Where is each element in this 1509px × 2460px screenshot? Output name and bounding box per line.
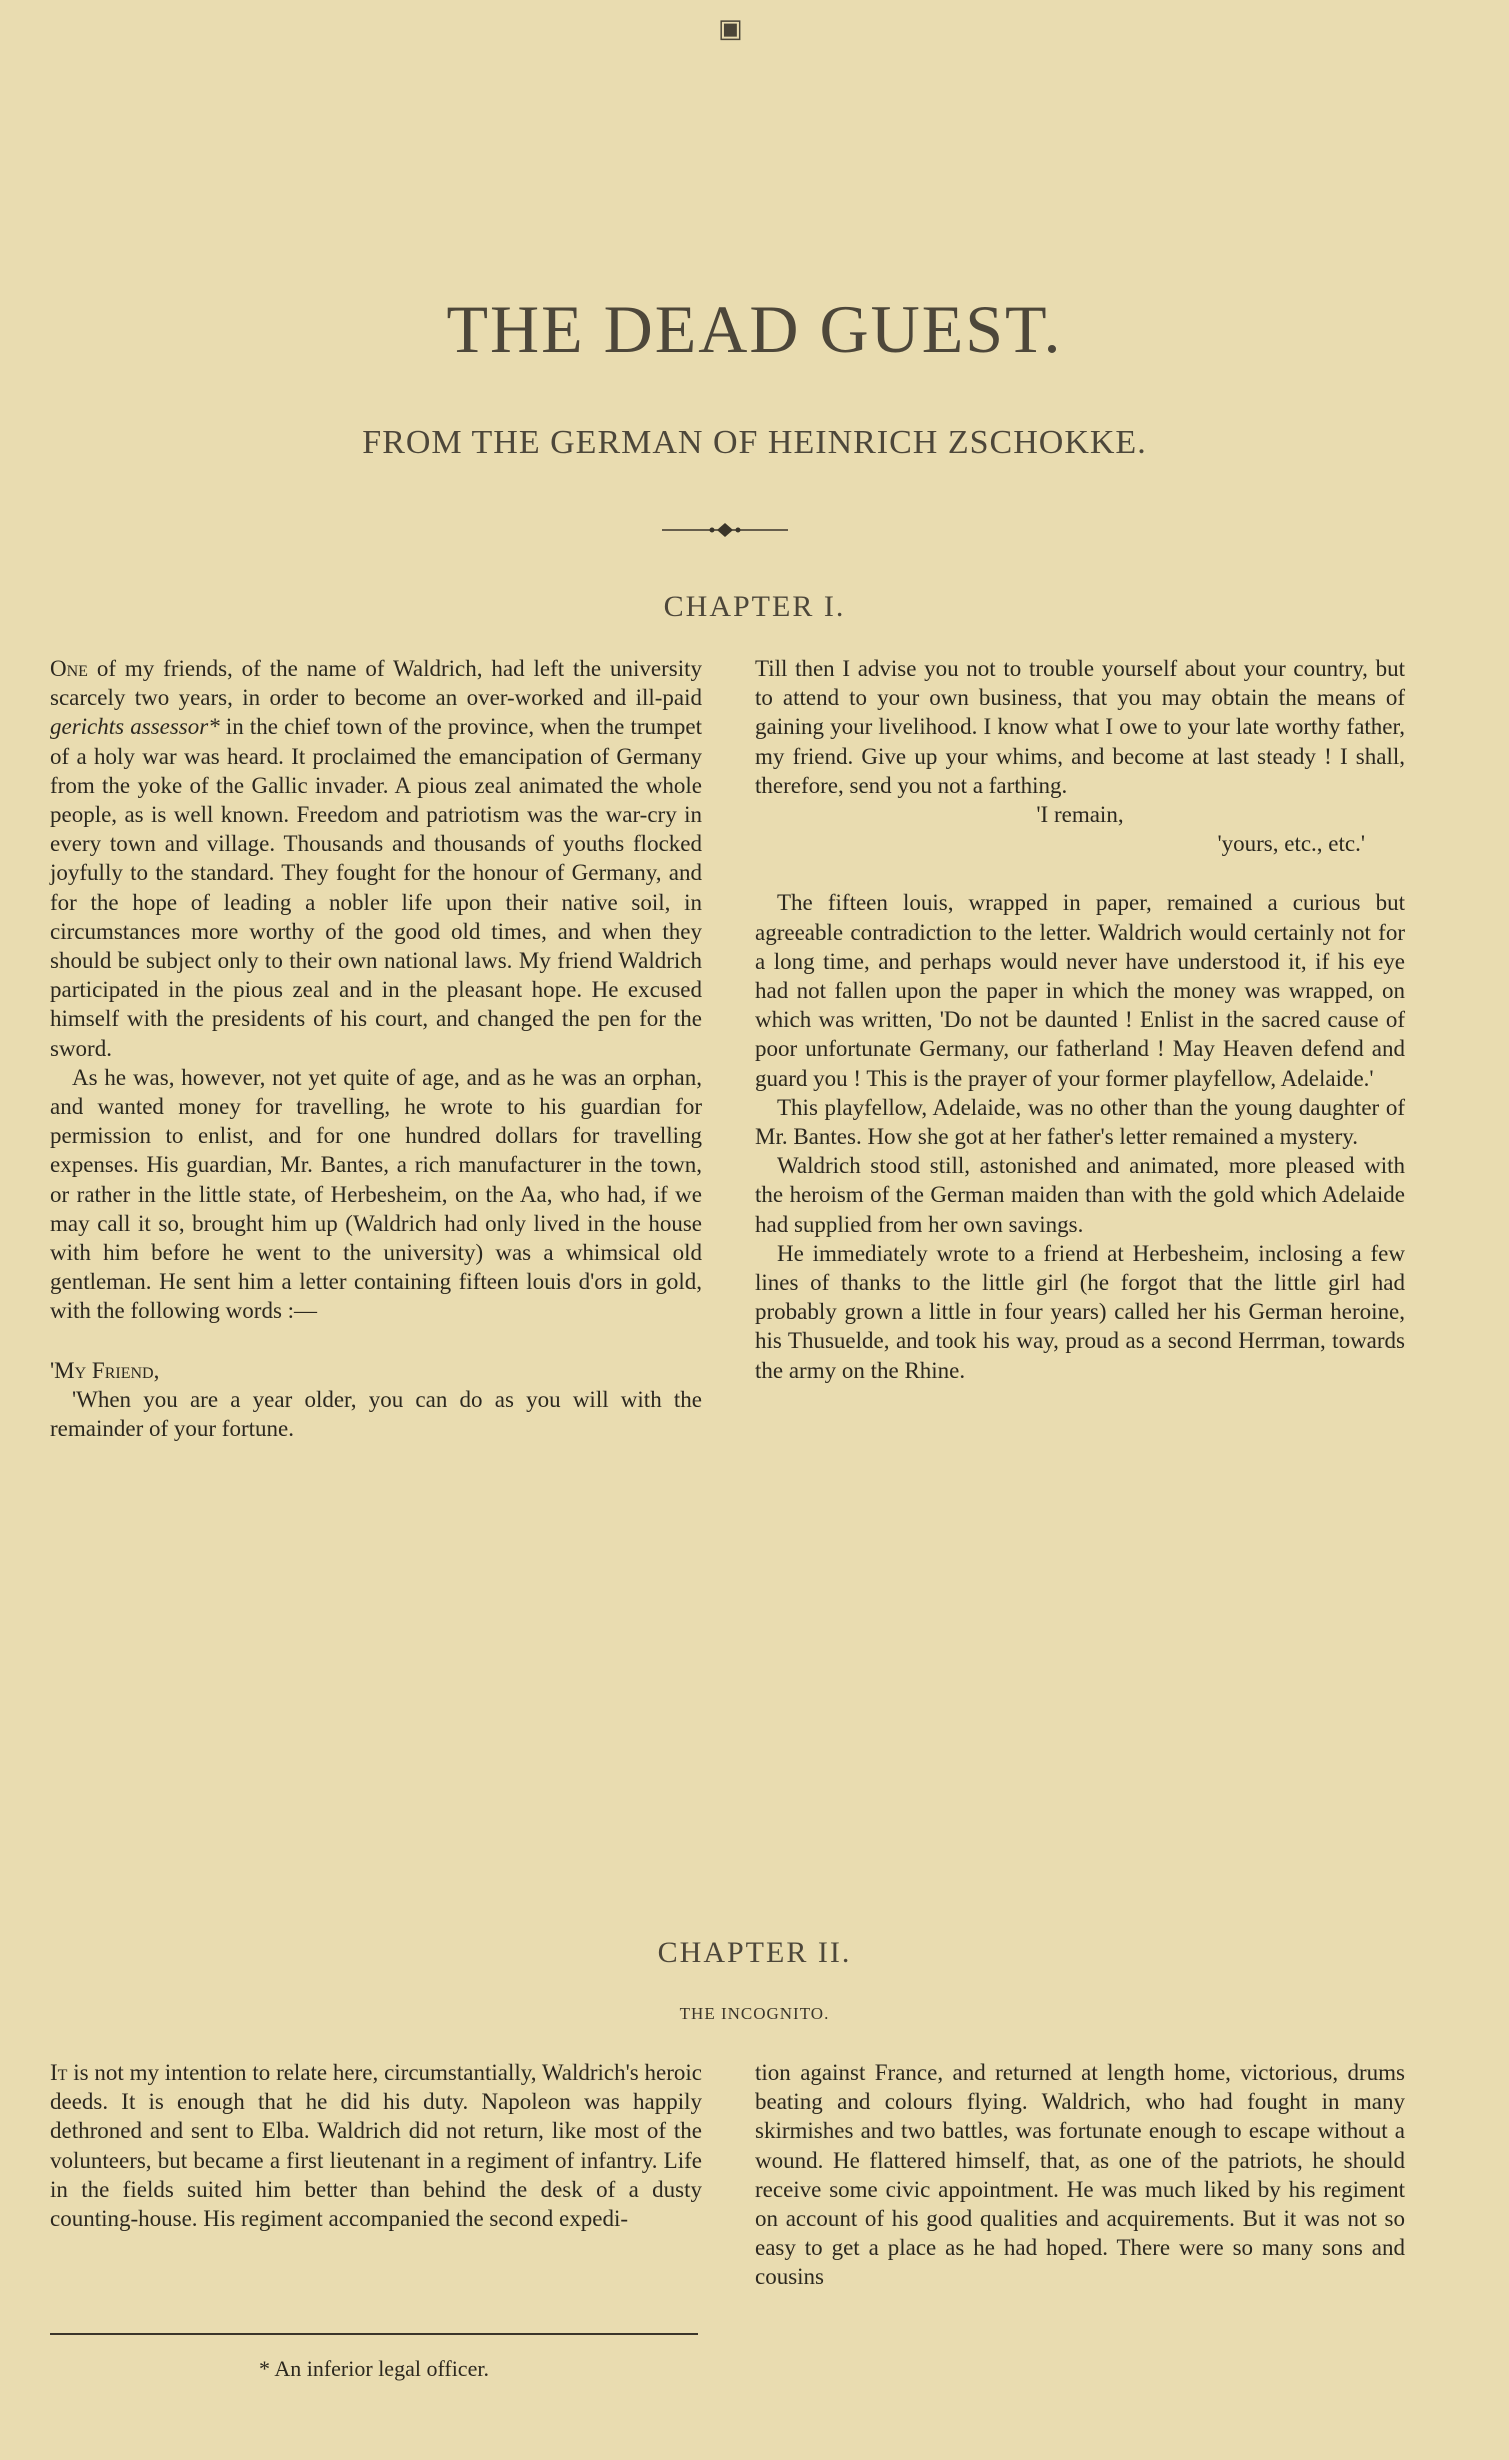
chapter-2-subheading: THE INCOGNITO. xyxy=(679,2004,830,2023)
chapter-2-left-column xyxy=(50,2058,702,2233)
page-ornament-icon: ▣ xyxy=(718,14,743,43)
story-subtitle: FROM THE GERMAN OF HEINRICH ZSCHOKKE. xyxy=(362,424,1147,461)
paragraph: Till then I advise you not to trouble yourself about your country, but to attend to your own business, that you may obtain the means of gaining your livelihood. I know what I owe to your late worthy father, my friend. Give up your whims, and become at last steady ! I shall, therefore, send you not a farthing. xyxy=(755,656,1405,798)
paragraph: One of my friends, of the name of Waldrich, had left the university scarcely two years, in order to become an over-worked and ill-paid gerichts assessor* in the chief town of the province, when the trumpet of a holy war was heard. It proclaimed the emancipation of Germany from the yoke of the Gallic invader. A pious zeal animated the whole people, as is well known. Freedom and patriotism was the war-cry in every town and village. Thousands and thousands of youths flocked joyfully to the standard. They fought for the honour of Germany, and for the hope of leading a nobler life upon their native soil, in circumstances more worthy of the good old times, and when they should be subject only to their own national laws. My friend Waldrich participated in the pious zeal and in the pleasant hope. He excused himself with the presidents of his court, and changed the pen for the sword. xyxy=(50,656,702,1061)
chapter-1-right-column xyxy=(755,654,1405,1385)
chapter-2-right-column xyxy=(755,2058,1405,2292)
chapter-1-heading: CHAPTER I. xyxy=(663,590,846,623)
paragraph: It is not my intention to relate here, circumstantially, Waldrich's heroic deeds. It is enough that he did his duty. Napoleon was happily dethroned and sent to Elba. Waldrich did not return, like most of the volunteers, but became a first lieutenant in a regiment of infantry. Life in the fields suited him better than behind the desk of a dusty counting-house. His regiment accompanied the second expedi- xyxy=(50,2060,702,2232)
chapter-1-left-column xyxy=(50,654,702,1443)
letter-salutation: 'My Friend, xyxy=(50,1357,160,1383)
paragraph: He immediately wrote to a friend at Herbesheim, inclosing a few lines of thanks to the little girl (he forgot that the little girl had probably grown a little in four years) called her his German heroine, his Thusuelde, and took his way, proud as a second Herrman, towards the army on the Rhine. xyxy=(755,1240,1405,1383)
story-title: THE DEAD GUEST. xyxy=(446,291,1063,367)
paragraph: Waldrich stood still, astonished and animated, more pleased with the heroism of the German maiden than with the gold which Adelaide had supplied from her own savings. xyxy=(755,1153,1405,1237)
divider-ornament-icon xyxy=(660,520,790,540)
paragraph: 'When you are a year older, you can do as you will with the remainder of your fortune. xyxy=(50,1386,702,1442)
paragraph: The fifteen louis, wrapped in paper, remained a curious but agreeable contradiction to the letter. Waldrich would certainly not for a long time, and perhaps would never have understood it, if his eye had not fallen upon the paper in which the money was wrapped, on which was written, 'Do not be daunted ! Enlist in the sacred cause of poor unfortunate Germany, our fatherland ! May Heaven defend and guard you ! This is the prayer of your former playfellow, Adelaide.' xyxy=(755,890,1405,1091)
footnote-divider xyxy=(50,2333,698,2335)
drop-lead: One xyxy=(50,656,88,681)
paragraph: As he was, however, not yet quite of age, and as he was an orphan, and wanted money for travelling, he wrote to his guardian for permission to enlist, and for one hundred dollars for travelling expenses. His guardian, Mr. Bantes, a rich manufacturer in the town, or rather in the little state, of Herbesheim, on the Aa, who had, if we may call it so, brought him up (Waldrich had only lived in the house with him before he went to the university) was a whimsical old gentleman. He sent him a letter containing fifteen louis d'ors in gold, with the following words :— xyxy=(50,1064,702,1324)
footnote: * An inferior legal officer. xyxy=(259,2356,489,2381)
italic-term: gerichts assessor* xyxy=(50,714,220,740)
paragraph: This playfellow, Adelaide, was no other than the young daughter of Mr. Bantes. How she got at her father's letter remained a mystery. xyxy=(755,1094,1405,1150)
paragraph: tion against France, and returned at length home, victorious, drums beating and colours flying. Waldrich, who had fought in many skirmishes and two battles, was fortunate enough to escape without a wound. He flattered himself, that, as one of the patriots, he should receive some civic appointment. He was much liked by his regiment on account of his good qualities and acquirements. But it was not so easy to get a place as he had hoped. There were so many sons and cousins xyxy=(755,2060,1405,2290)
chapter-2-heading: CHAPTER II. xyxy=(657,1936,852,1969)
drop-lead: It xyxy=(50,2060,68,2085)
letter-signature: 'yours, etc., etc.' xyxy=(1217,831,1365,857)
letter-closing: 'I remain, xyxy=(1036,802,1124,828)
